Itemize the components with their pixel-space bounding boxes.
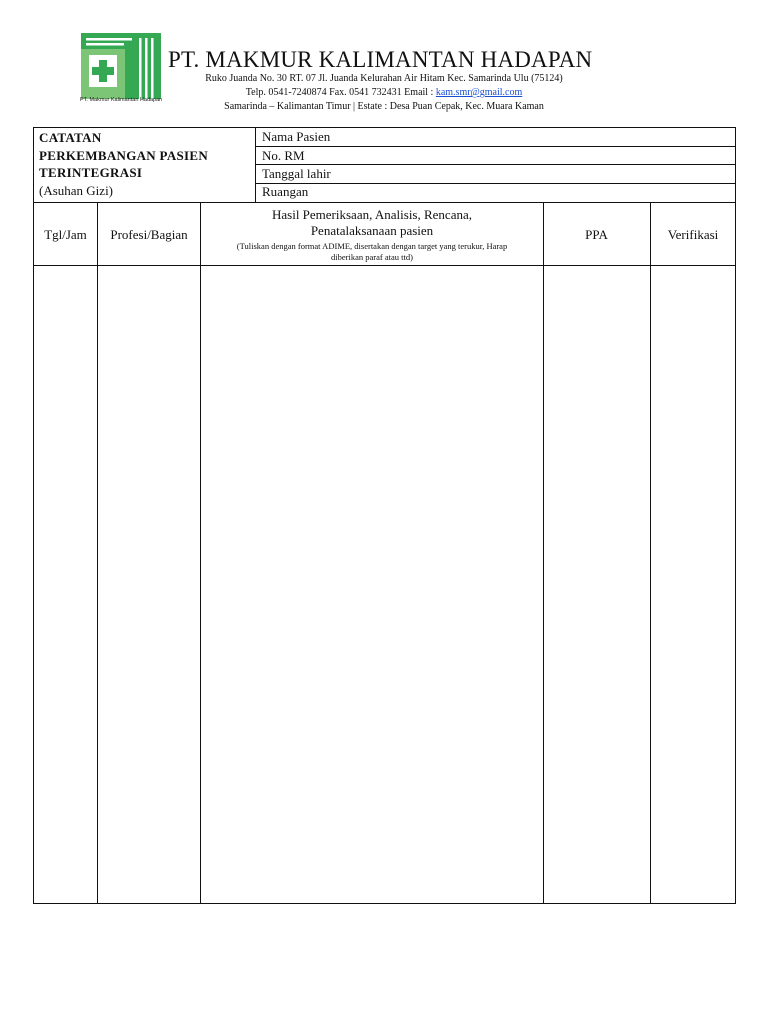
logo-caption: PT. Makmur Kalimantan Hadapan [80, 97, 163, 103]
date-time-entry-cell[interactable] [34, 266, 97, 903]
verification-entry-cell[interactable] [651, 266, 736, 903]
contact-text: Telp. 0541-7240874 Fax. 0541 732431 Email : [245, 87, 436, 98]
address-line-2 [168, 87, 600, 98]
column-header-result [201, 203, 543, 266]
birth-date-field[interactable] [256, 165, 735, 183]
column-header-verification: Verifikasi [667, 226, 719, 242]
room-field[interactable] [256, 183, 735, 201]
medical-record-label: No. RM [262, 148, 305, 163]
result-header-main: Hasil Pemeriksaan, Analisis, Rencana, Penatalaksanaan pasien [271, 206, 472, 238]
column-header-profession: Profesi/Bagian [110, 226, 188, 242]
address-line-3: Samarinda – Kalimantan Timur | Estate : Desa Puan Cepak, Kec. Muara Kaman [224, 101, 544, 112]
company-name: PT. MAKMUR KALIMANTAN HADAPAN [168, 47, 593, 72]
form-subtitle: (Asuhan Gizi) [39, 182, 114, 198]
form-title [39, 129, 254, 199]
patient-name-label: Nama Pasien [262, 129, 331, 144]
result-entry-cell[interactable] [201, 266, 543, 903]
ppa-entry-cell[interactable] [544, 266, 650, 903]
form-title-line-1: CATATAN [39, 130, 102, 145]
column-header-date-time: Tgl/Jam [44, 226, 87, 242]
column-header-ppa: PPA [585, 226, 608, 242]
medical-record-field[interactable] [256, 147, 735, 165]
address-line-1: Ruko Juanda No. 30 RT. 07 Jl. Juanda Kelurahan Air Hitam Kec. Samarinda Ulu (75124) [205, 73, 563, 84]
patient-name-field[interactable] [256, 128, 735, 146]
room-label: Ruangan [262, 184, 309, 199]
birth-date-label: Tanggal lahir [262, 166, 331, 181]
patient-progress-form [33, 127, 736, 904]
form-title-line-2: PERKEMBANGAN PASIEN [39, 147, 209, 163]
form-title-line-3: TERINTEGRASI [39, 165, 143, 180]
email-link[interactable]: kam.smr@gmail.com [435, 87, 523, 98]
profession-entry-cell[interactable] [98, 266, 200, 903]
result-header-note: (Tuliskan dengan format ADIME, disertakan dengan target yang terukur, Harap diberikan paraf atau ttd) [236, 240, 508, 262]
